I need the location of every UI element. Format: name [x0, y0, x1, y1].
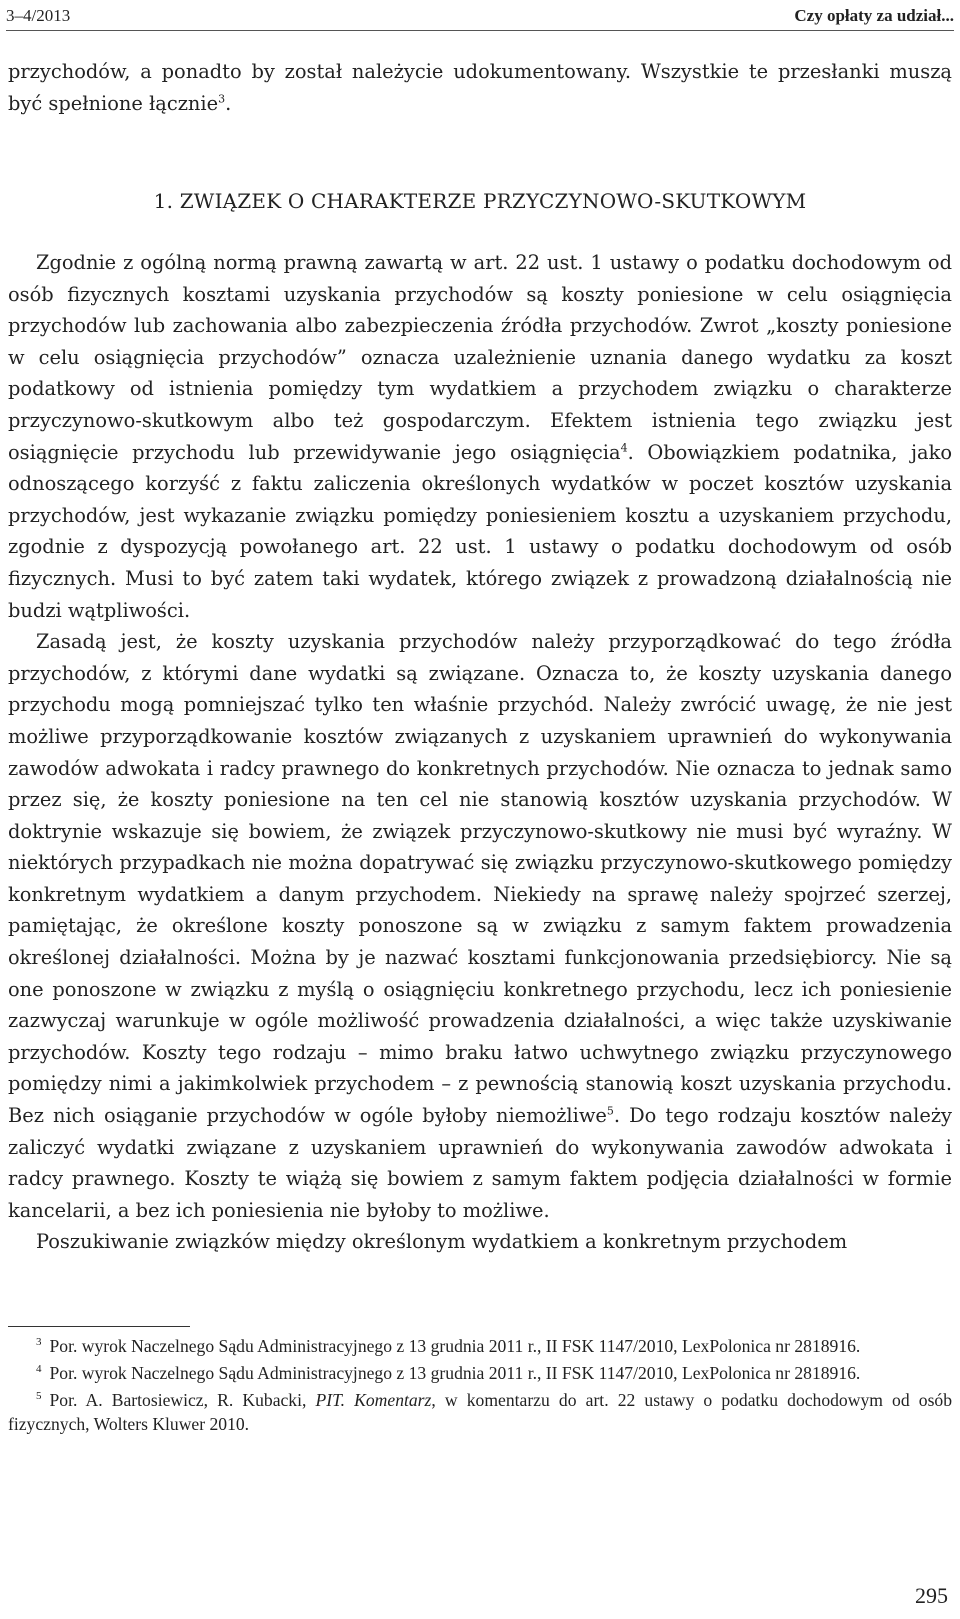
- footnotes: [8, 1334, 952, 1439]
- issue-number: 3–4/2013: [6, 6, 71, 25]
- intro-text: przychodów, a ponadto by został należycie udokumentowany. Wszystkie te przesłanki muszą być spełnione łącznie: [8, 60, 952, 115]
- paragraph-1-text-b: . Obowiązkiem podatnika, jako odnoszącego korzyść z faktu zaliczenia określonych wydatków w poczet kosztów uzyskania przychodów, jest wykazanie związku pomiędzy poniesieniem kosztu a uzyskaniem przychodu, zgodnie z dyspozycją powołanego art. 22 ust. 1 ustawy o podatku dochodowym od osób fizycznych. Musi to być zatem taki wydatek, którego związek z prowadzoną działalnością nie budzi wątpliwości.: [8, 440, 952, 622]
- footnote-ref-5[interactable]: 5: [606, 1104, 614, 1118]
- section-heading: 1. ZWIĄZEK O CHARAKTERZE PRZYCZYNOWO-SKUTKOWYM: [153, 189, 807, 213]
- footnote-4-number: 4: [36, 1363, 42, 1376]
- footnote-4-text: Por. wyrok Naczelnego Sądu Administracyjnego z 13 grudnia 2011 r., II FSK 1147/2010, LexPolonica nr 2818916.: [49, 1363, 861, 1383]
- footnote-3-number: 3: [36, 1336, 42, 1349]
- footnote-3: [8, 1334, 952, 1358]
- paragraph-1: [8, 247, 952, 626]
- footnote-ref-3[interactable]: 3: [218, 92, 226, 106]
- paragraph-2-text-a: Zasadą jest, że koszty uzyskania przychodów należy przyporządkować do tego źródła przychodów, z którymi dane wydatki są związane. Oznacza to, że koszty uzyskania danego przychodu mogą pomniejszać tylko ten właśnie przychód. Należy zwrócić uwagę, że nie jest możliwe przyporządkowanie kosztów związanych z uzyskaniem uprawnień do wykonywania zawodów adwokata i radcy prawnego do konkretnych przychodów. Nie oznacza to jednak samo przez się, że koszty poniesione na ten cel nie stanowią kosztów uzyskania przychodów. W doktrynie wskazuje się bowiem, że związek przyczynowo-skutkowy nie musi być wyraźny. W niektórych przypadkach nie można dopatrywać się związku przyczynowo-skutkowego pomiędzy konkretnym wydatkiem a danym przychodem. Niekiedy na sprawę należy spojrzeć szerzej, pamiętając, że określone koszty ponoszone są w związku z samym faktem prowadzenia określonej działalności. Można by je nazwać kosztami funkcjonowania przedsiębiorcy. Nie są one ponoszone w związku z myślą o osiągnięciu konkretnego przychodu, lecz ich poniesienie zazwyczaj warunkuje w ogóle możliwość prowadzenia działalności, a więc także uzyskiwanie przychodów. Koszty tego rodzaju – mimo braku łatwo uchwytnego związku przyczynowego pomiędzy nimi a jakimkolwiek przychodem – z pewnością stanowią koszt uzyskania przychodu. Bez nich osiąganie przychodów w ogóle byłoby niemożliwe: [8, 630, 952, 1128]
- footnote-5: [8, 1388, 952, 1436]
- paragraph-2: [8, 626, 952, 1226]
- footnote-ref-4[interactable]: 4: [620, 441, 628, 455]
- main-body: [8, 247, 952, 1258]
- intro-tail: .: [225, 91, 232, 115]
- footnote-5-book-title: PIT. Komentarz: [315, 1390, 432, 1410]
- footnote-divider: [8, 1326, 190, 1327]
- paragraph-2-text-b: . Do tego rodzaju kosztów należy zaliczyć wydatki związane z uzyskaniem uprawnień do wykonywania zawodów adwokata i radcy prawnego. Koszty te wiążą się bowiem z samym faktem podjęcia działalności w formie kancelarii, a bez ich poniesienia nie byłoby to możliwe.: [8, 1104, 952, 1222]
- paragraph-1-text-a: Zgodnie z ogólną normą prawną zawartą w art. 22 ust. 1 ustawy o podatku dochodowym od osób fizycznych kosztami uzyskania przychodów są koszty poniesione w celu osiągnięcia przychodów lub zachowania albo zabezpieczenia źródła przychodów. Zwrot „koszty poniesione w celu osiągnięcia przychodów” oznacza uzależnienie uznania danego wydatku za koszt podatkowy od istnienia pomiędzy tym wydatkiem a przychodem związku o charakterze przyczynowo-skutkowym albo też gospodarczym. Efektem istnienia tego związku jest osiągnięcie przychodu lub przewidywanie jego osiągnięcia: [8, 251, 952, 464]
- footnote-5-number: 5: [36, 1390, 42, 1403]
- footnote-5-text-b: , w komentarzu do art. 22 ustawy o podatku dochodowym od osób fizycznych, Wolters Kluwer 2010.: [8, 1390, 953, 1434]
- running-title: Czy opłaty za udział...: [794, 6, 954, 25]
- footnote-4: [8, 1361, 952, 1385]
- paragraph-3: [8, 1226, 952, 1258]
- paragraph-3-text: Poszukiwanie związków między określonym wydatkiem a konkretnym przychodem: [36, 1230, 848, 1254]
- footnote-3-text: Por. wyrok Naczelnego Sądu Administracyjnego z 13 grudnia 2011 r., II FSK 1147/2010, LexPolonica nr 2818916.: [49, 1336, 861, 1356]
- footnote-5-text-a: Por. A. Bartosiewicz, R. Kubacki,: [49, 1390, 316, 1410]
- intro-paragraph: [8, 56, 952, 119]
- running-header: [6, 4, 954, 31]
- page-number: 295: [915, 1583, 948, 1608]
